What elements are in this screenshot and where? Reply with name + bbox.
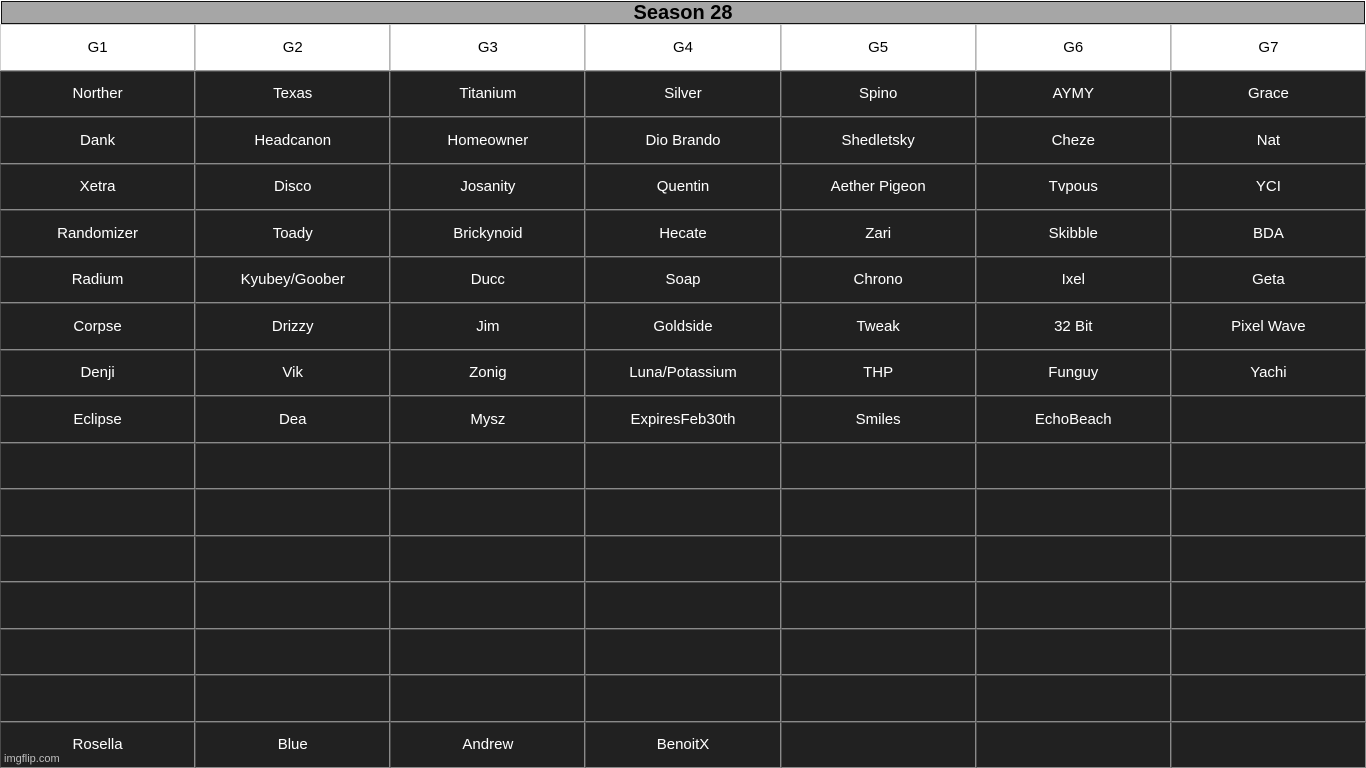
table-cell: Titanium [390,71,585,118]
table-cell: Randomizer [0,210,195,257]
table-cell [0,489,195,536]
table-cell: Grace [1171,71,1366,118]
table-cell: Mysz [390,396,585,443]
table-cell: THP [781,350,976,397]
table-cell [976,489,1171,536]
table-cell: Yachi [1171,350,1366,397]
table-cell [1171,675,1366,722]
table-cell: Eclipse [0,396,195,443]
table-cell: Hecate [585,210,780,257]
table-cell [781,443,976,490]
roster-grid [0,24,1366,768]
table-cell: Headcanon [195,117,390,164]
table-cell: Chrono [781,257,976,304]
table-cell [1171,396,1366,443]
column-header-1: G1 [0,24,195,71]
table-cell [1171,582,1366,629]
table-cell [585,443,780,490]
table-cell: Josanity [390,164,585,211]
table-cell [781,489,976,536]
column-header-4: G4 [585,24,780,71]
table-title: Season 28 [1,1,1365,24]
table-cell [0,443,195,490]
table-cell: Smiles [781,396,976,443]
table-cell: Zonig [390,350,585,397]
table-cell: Blue [195,722,390,768]
table-cell: Tvpous [976,164,1171,211]
table-cell [976,582,1171,629]
table-cell: Ixel [976,257,1171,304]
table-cell: Spino [781,71,976,118]
table-cell: ExpiresFeb30th [585,396,780,443]
table-cell: Dank [0,117,195,164]
table-cell: Nat [1171,117,1366,164]
table-cell: Homeowner [390,117,585,164]
table-cell: Rosella [0,722,195,768]
table-cell [1171,443,1366,490]
table-cell [585,489,780,536]
table-cell [585,629,780,676]
table-cell [390,675,585,722]
table-cell [0,582,195,629]
table-cell: Texas [195,71,390,118]
table-cell [976,675,1171,722]
table-cell: Kyubey/Goober [195,257,390,304]
table-cell: EchoBeach [976,396,1171,443]
table-cell: Pixel Wave [1171,303,1366,350]
column-header-5: G5 [781,24,976,71]
table-cell: Funguy [976,350,1171,397]
table-cell [390,489,585,536]
table-cell: Silver [585,71,780,118]
table-cell: Disco [195,164,390,211]
table-cell: Andrew [390,722,585,768]
table-cell: BenoitX [585,722,780,768]
table-cell: Xetra [0,164,195,211]
table-cell [1171,629,1366,676]
table-cell: Jim [390,303,585,350]
table-cell: Denji [0,350,195,397]
table-cell: YCI [1171,164,1366,211]
table-cell: Skibble [976,210,1171,257]
table-cell: Zari [781,210,976,257]
table-cell [585,582,780,629]
table-cell [781,675,976,722]
table-cell: Vik [195,350,390,397]
table-cell [1171,536,1366,583]
table-cell [0,675,195,722]
table-cell: Aether Pigeon [781,164,976,211]
column-header-2: G2 [195,24,390,71]
table-cell: Cheze [976,117,1171,164]
column-header-6: G6 [976,24,1171,71]
table-cell: Ducc [390,257,585,304]
table-cell [195,443,390,490]
table-cell: BDA [1171,210,1366,257]
table-cell [976,722,1171,768]
table-cell [0,629,195,676]
table-cell: Corpse [0,303,195,350]
table-cell: Luna/Potassium [585,350,780,397]
watermark: imgflip.com [4,753,60,765]
table-cell [390,536,585,583]
table-cell [585,536,780,583]
column-header-3: G3 [390,24,585,71]
table-cell [976,629,1171,676]
table-cell [781,536,976,583]
table-cell: Soap [585,257,780,304]
table-cell: Brickynoid [390,210,585,257]
table-cell [195,582,390,629]
table-cell [781,722,976,768]
table-cell [976,443,1171,490]
table-cell [390,443,585,490]
table-cell [390,582,585,629]
table-cell: Norther [0,71,195,118]
table-cell: Radium [0,257,195,304]
table-cell [195,675,390,722]
table-cell [1171,722,1366,768]
table-cell [195,536,390,583]
table-cell: Toady [195,210,390,257]
table-cell: Goldside [585,303,780,350]
table-cell [195,489,390,536]
column-header-7: G7 [1171,24,1366,71]
table-cell: Tweak [781,303,976,350]
table-cell: AYMY [976,71,1171,118]
table-cell: Geta [1171,257,1366,304]
table-cell: Shedletsky [781,117,976,164]
table-cell [781,629,976,676]
table-cell [0,536,195,583]
table-cell: 32 Bit [976,303,1171,350]
table-cell: Dea [195,396,390,443]
table-cell [585,675,780,722]
table-cell [1171,489,1366,536]
table-cell: Drizzy [195,303,390,350]
table-cell [781,582,976,629]
table-cell [976,536,1171,583]
table-cell [390,629,585,676]
table-cell [195,629,390,676]
table-cell: Quentin [585,164,780,211]
table-cell: Dio Brando [585,117,780,164]
